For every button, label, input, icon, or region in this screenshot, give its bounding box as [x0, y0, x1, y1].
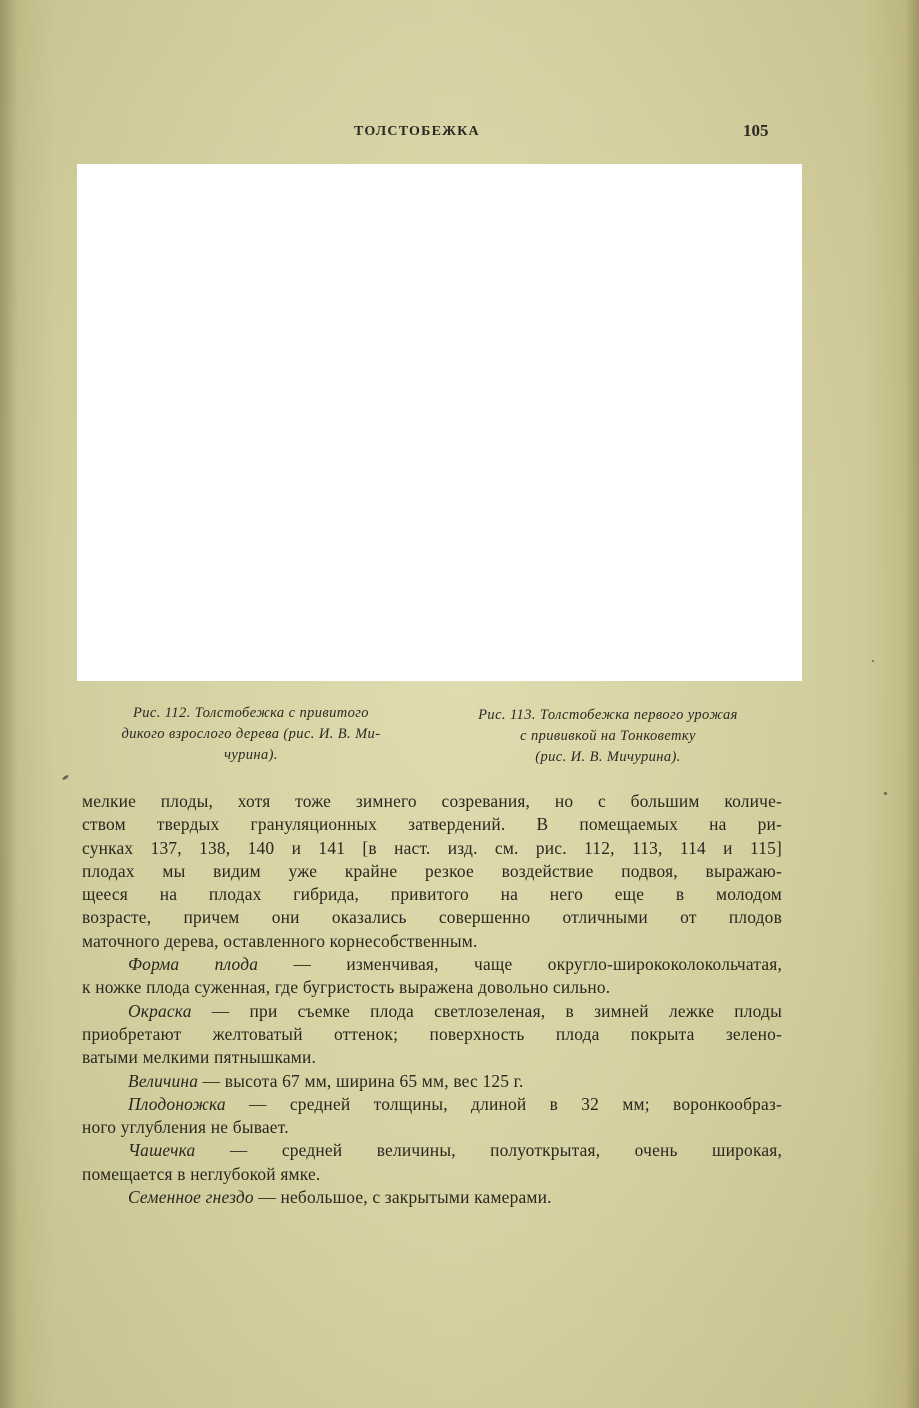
text-line: маточного дерева, оставленного корнесобственным.: [82, 930, 478, 951]
caption-line: чурина).: [224, 747, 278, 763]
text-line: мелкие плоды, хотя тоже зимнего созревания, но с большим количе-: [82, 791, 782, 811]
term-label: Чашечка: [128, 1140, 196, 1161]
caption-line: (рис. И. В. Мичурина).: [535, 749, 681, 765]
paragraph-coloring: [82, 1000, 782, 1023]
text-run: — при съемке плода светлозеленая, в зимней лежке плоды: [191, 1000, 782, 1021]
paragraph-calyx: [82, 1139, 782, 1162]
text-line: приобретают желтоватый оттенок; поверхность плода покрыта зелено-: [82, 1023, 782, 1044]
term-label: Форма плода: [128, 954, 259, 975]
text-line: щееся на плодах гибрида, привитого на него еще в молодом: [82, 884, 782, 905]
paper-speck: [884, 792, 887, 795]
text-line: плодах мы видим уже крайне резкое воздействие подвоя, выражаю-: [82, 860, 782, 881]
text-run: — высота 67 мм, ширина 65 мм, вес 125 г.: [198, 1070, 524, 1091]
text-line: ватыми мелкими пятнышками.: [82, 1047, 317, 1068]
text-line: ного углубления не бывает.: [82, 1117, 289, 1138]
text-run: — средней толщины, длиной в 32 мм; воронкообраз-: [225, 1093, 782, 1114]
text-run: — изменчивая, чаще округло-ширококолокольчатая,: [258, 954, 782, 975]
text-line: ством твердых грануляционных затвердений. В помещаемых на ри-: [82, 814, 782, 835]
term-label: Семенное гнездо: [128, 1187, 254, 1208]
figure-placeholder: [77, 164, 802, 681]
term-label: Величина: [128, 1070, 199, 1091]
text-line: к ножке плода суженная, где бугристость выражена довольно сильно.: [82, 977, 611, 998]
paragraph-size: [82, 1070, 782, 1093]
caption-line: дикого взрослого дерева (рис. И. В. Ми-: [121, 726, 381, 742]
page-edge-shadow-right: [905, 0, 919, 1408]
text-line: возрасте, причем они оказались совершенно отличными от плодов: [82, 907, 782, 928]
running-title: ТОЛСТОБЕЖКА: [354, 124, 480, 139]
caption-line: Рис. 112. Толстобежка с привитого: [133, 705, 369, 721]
caption-line: Рис. 113. Толстобежка первого урожая: [478, 707, 738, 723]
term-label: Плодоножка: [128, 1093, 226, 1114]
text-line: помещается в неглубокой ямке.: [82, 1163, 321, 1184]
paper-speck: [62, 774, 69, 780]
text-run: — средней величины, полуоткрытая, очень широкая,: [195, 1140, 782, 1161]
caption-fig-113: [436, 705, 780, 768]
paragraph-seed-nest: [82, 1186, 782, 1209]
paragraph-stalk: [82, 1093, 782, 1116]
term-label: Окраска: [128, 1000, 192, 1021]
page-number: 105: [743, 121, 769, 140]
paper-speck: [872, 660, 874, 662]
paragraph-fruit-shape: [82, 953, 782, 976]
page-edge-shadow-left: [0, 0, 18, 1408]
text-run: — небольшое, с закрытыми камерами.: [253, 1187, 552, 1208]
caption-line: с прививкой на Тонковетку: [520, 728, 696, 744]
text-line: сунках 137, 138, 140 и 141 [в наст. изд. см. рис. 112, 113, 114 и 115]: [82, 837, 782, 858]
body-text: [82, 790, 782, 1209]
caption-fig-112: [86, 703, 416, 766]
